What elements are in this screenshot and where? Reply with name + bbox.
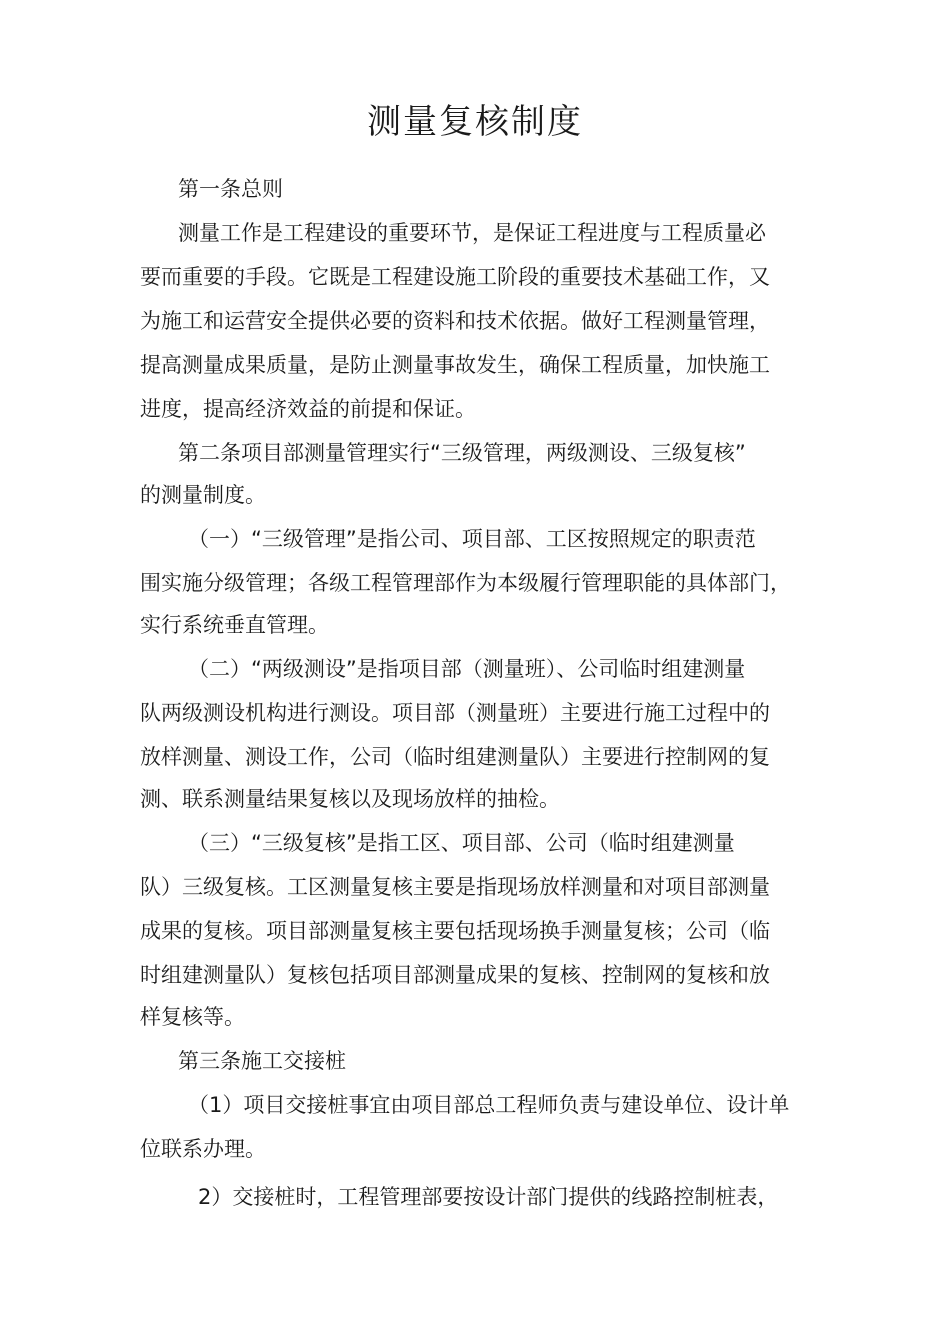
paragraph-line: 放样测量、测设工作，公司（临时组建测量队）主要进行控制网的复 xyxy=(140,745,770,769)
paragraph-line: 位联系办理。 xyxy=(140,1137,266,1161)
paragraph-line: 进度，提高经济效益的前提和保证。 xyxy=(140,397,476,421)
page-title: 测量复核制度 xyxy=(367,102,583,142)
paragraph-line: 队）三级复核。工区测量复核主要是指现场放样测量和对项目部测量 xyxy=(140,875,770,899)
paragraph-line: （1）项目交接桩事宜由项目部总工程师负责与建设单位、设计单 xyxy=(188,1093,790,1117)
paragraph-line: （三）“三级复核”是指工区、项目部、公司（临时组建测量 xyxy=(188,831,735,855)
paragraph-line: 提高测量成果质量，是防止测量事故发生，确保工程质量，加快施工 xyxy=(140,353,770,377)
paragraph-line: 的测量制度。 xyxy=(140,483,266,507)
paragraph-line: 时组建测量队）复核包括项目部测量成果的复核、控制网的复核和放 xyxy=(140,963,770,987)
paragraph-line: （一）“三级管理”是指公司、项目部、工区按照规定的职责范 xyxy=(188,527,756,551)
paragraph-line: 要而重要的手段。它既是工程建设施工阶段的重要技术基础工作，又 xyxy=(140,265,770,289)
section-heading-article-2: 第二条项目部测量管理实行“三级管理，两级测设、三级复核” xyxy=(178,441,746,465)
paragraph-line: 2）交接桩时，工程管理部要按设计部门提供的线路控制桩表， xyxy=(198,1185,779,1209)
paragraph-line: 实行系统垂直管理。 xyxy=(140,613,329,637)
paragraph-line: 成果的复核。项目部测量复核主要包括现场换手测量复核；公司（临 xyxy=(140,919,770,943)
paragraph-line: （二）“两级测设”是指项目部（测量班）、公司临时组建测量 xyxy=(188,657,746,681)
paragraph-line: 为施工和运营安全提供必要的资料和技术依据。做好工程测量管理， xyxy=(140,309,770,333)
section-heading-general: 第一条总则 xyxy=(178,177,283,201)
paragraph-line: 围实施分级管理；各级工程管理部作为本级履行管理职能的具体部门， xyxy=(140,571,791,595)
paragraph-line: 样复核等。 xyxy=(140,1005,245,1029)
paragraph-line: 队两级测设机构进行测设。项目部（测量班）主要进行施工过程中的 xyxy=(140,701,770,725)
paragraph-line: 测量工作是工程建设的重要环节，是保证工程进度与工程质量必 xyxy=(178,221,766,245)
paragraph-line: 测、联系测量结果复核以及现场放样的抽检。 xyxy=(140,787,560,811)
section-heading-article-3: 第三条施工交接桩 xyxy=(178,1049,346,1073)
